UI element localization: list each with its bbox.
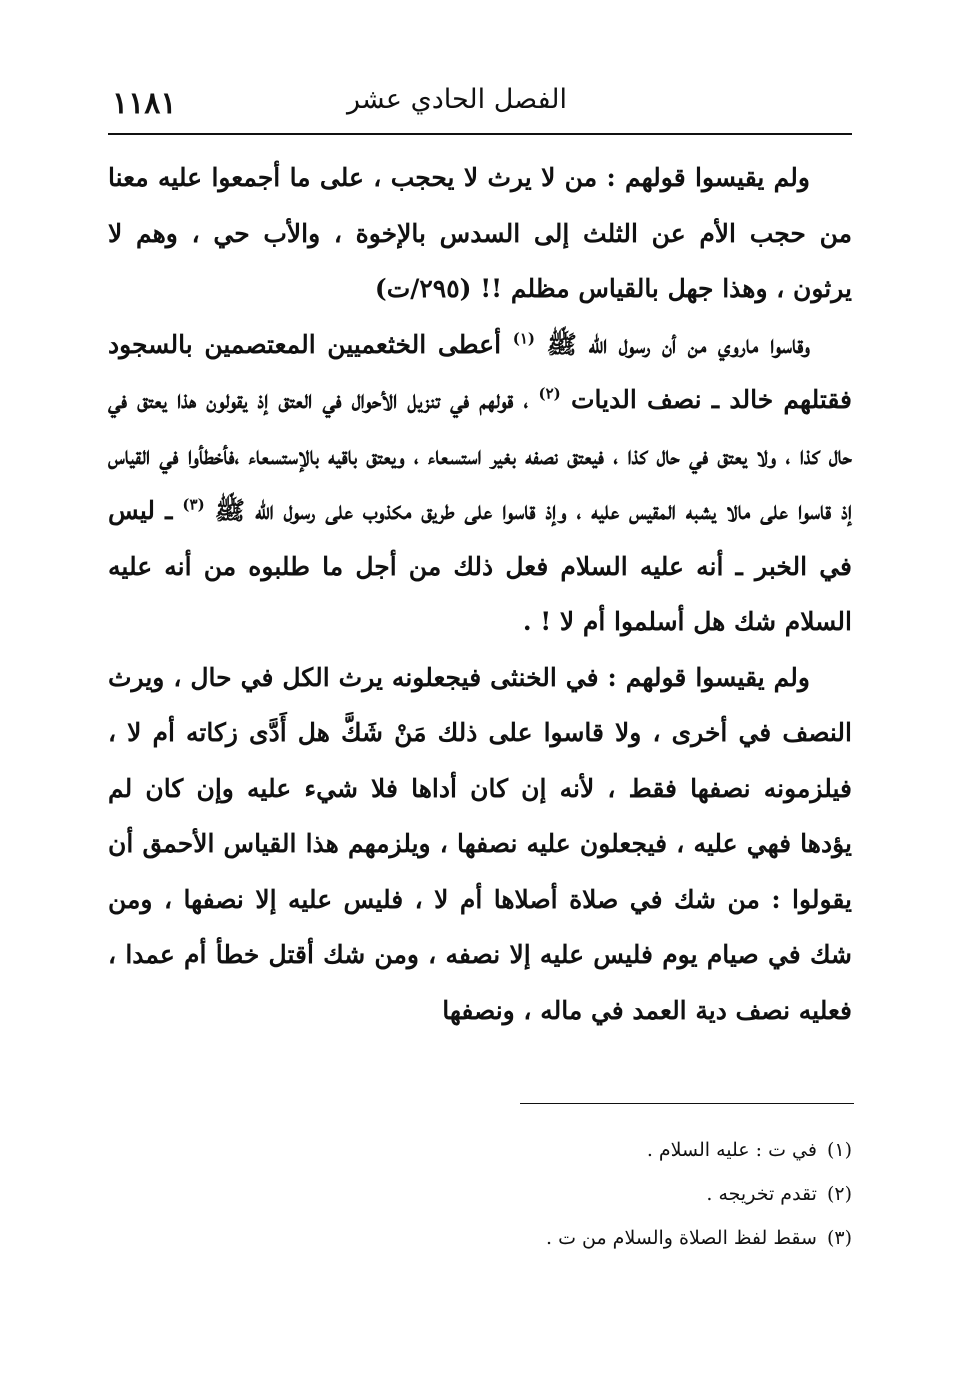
footnote-2	[108, 1172, 852, 1216]
footnote-marker-3[interactable]: (٣)	[182, 495, 205, 514]
footnote-1	[108, 1128, 852, 1172]
footnote-number: (١)	[826, 1139, 852, 1161]
footnote-text: سقط لفظ الصلاة والسلام من ت .	[546, 1227, 817, 1249]
paragraph-1	[108, 150, 852, 317]
footnotes	[108, 1128, 852, 1260]
footnote-text: في ت : عليه السلام .	[646, 1139, 817, 1161]
header-rule	[108, 133, 852, 135]
paragraph-text: ، قولهم في تنزيل الأحوال في العتق إذ يقولون هذا يعتق في حال كذا ، ولا يعتق في حال كذا ، فيعتق نصفه بغير استسعاء ، ويعتق باقيه بالإستسعاء ،فأخطأوا في القياس إذ قاسوا على مالا يشبه المقيس عليه ، وإذ قاسوا على طريق مكذوب على رسول الله ﷺ	[108, 385, 852, 525]
footnote-number: (٢)	[826, 1183, 852, 1205]
footnote-3	[108, 1216, 852, 1260]
paragraph-text: أعطى الخثعميين المعتصمين بالسجود فقتلهم خالد ـ نصف الديات	[108, 329, 853, 414]
footnote-marker-1[interactable]: (١)	[512, 329, 535, 348]
page-header	[112, 78, 852, 128]
footnote-number: (٣)	[826, 1227, 852, 1249]
footnote-text: تقدم تخريجه .	[706, 1183, 817, 1205]
running-head: الفصل الحادي عشر	[346, 84, 567, 115]
footnote-separator	[520, 1103, 854, 1104]
paragraph-text: ولم يقيسوا قولهم : في الخنثى فيجعلونه يرث الكل في حال ، ويرث النصف في أخرى ، ولا قاسوا على ذلك مَنْ شَكَّ هل أَدَّى زكاته أم لا ، فيلزمونه نصفها فقط ، لأنه إن كان أداها فلا شيء عليه وإن كان لم يؤدها فهي عليه ، فيجعلون عليه نصفها ، ويلزمهم هذا القياس الأحمق أن يقولوا : من شك في صلاة أصلاها أم لا ، فليس عليه إلا نصفها ، ومن شك في صيام يوم فليس عليه إلا نصفه ، ومن شك أقتل خطأ أم عمدا ، فعليه نصف دية العمد في ماله ، ونصفها	[108, 662, 852, 1025]
page-number: ١١٨١	[112, 86, 177, 121]
paragraph-text: ولم يقيسوا قولهم : من لا يرث لا يحجب ، على ما أجمعوا عليه معنا من حجب الأم عن الثلث إلى السدس بالإخوة ، والأب حي ، وهم لا يرثون ، وهذا جهل بالقياس مظلم !! (٢٩٥/ت)	[108, 163, 852, 303]
paragraph-2	[108, 317, 852, 650]
main-text	[108, 150, 852, 1038]
footnote-marker-2[interactable]: (٢)	[538, 384, 561, 403]
paragraph-text: ـ ليس في الخبر ـ أنه عليه السلام فعل ذلك من أجل ما طلبوه من أنه عليه السلام شك هل أسلموا أم لا ! .	[108, 496, 852, 636]
paragraph-3	[108, 650, 852, 1039]
paragraph-text: وقاسوا ماروي من أن رسول الله ﷺ	[534, 329, 810, 359]
